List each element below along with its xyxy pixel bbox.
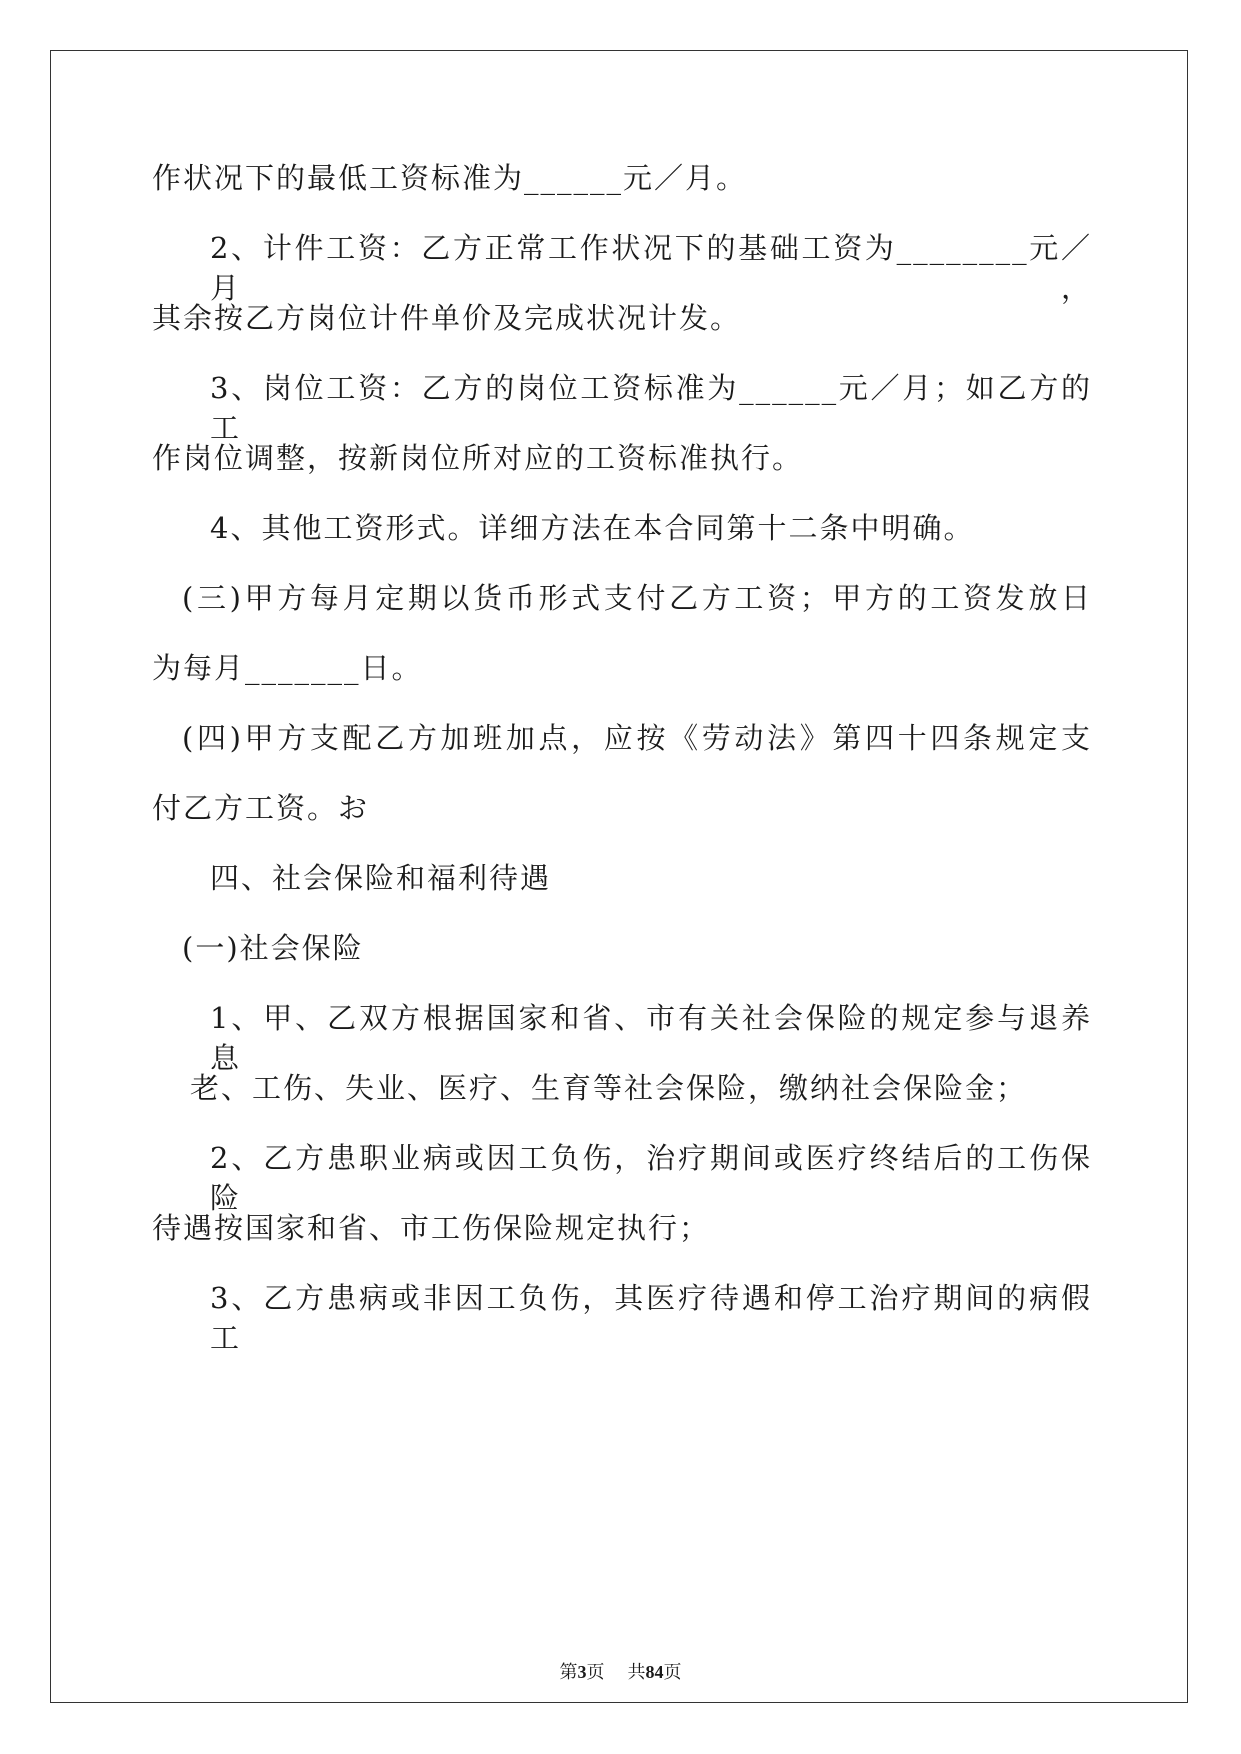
text-line: 3、乙方患病或非因工负伤，其医疗待遇和停工治疗期间的病假工	[210, 1281, 1092, 1355]
page-prefix: 第	[559, 1662, 578, 1683]
text-line: 作岗位调整，按新岗位所对应的工资标准执行。	[152, 441, 804, 475]
text-line: (一)社会保险	[182, 931, 364, 965]
text-line: 付乙方工资。お	[152, 791, 370, 825]
text-line: 1、甲、乙双方根据国家和省、市有关社会保险的规定参与退养息	[210, 1001, 1092, 1075]
page-unit: 页	[586, 1662, 605, 1683]
text-line: 其余按乙方岗位计件单价及完成状况计发。	[152, 301, 742, 335]
page-footer	[0, 1660, 1241, 1685]
text-line: 作状况下的最低工资标准为______元／月。	[152, 161, 748, 195]
text-line: 2、计件工资：乙方正常工作状况下的基础工资为________元／月，	[210, 231, 1092, 305]
total-unit: 页	[663, 1662, 682, 1683]
text-line: (四)甲方支配乙方加班加点，应按《劳动法》第四十四条规定支	[182, 721, 1092, 755]
text-line: 4、其他工资形式。详细方法在本合同第十二条中明确。	[210, 511, 975, 545]
text-line: (三)甲方每月定期以货币形式支付乙方工资；甲方的工资发放日	[182, 581, 1092, 615]
text-line: 为每月_______日。	[152, 651, 423, 685]
text-line: 3、岗位工资：乙方的岗位工资标准为______元／月；如乙方的工	[210, 371, 1092, 445]
text-line: 2、乙方患职业病或因工负伤，治疗期间或医疗终结后的工伤保险	[210, 1141, 1092, 1215]
page-number: 3	[577, 1662, 587, 1682]
text-line: 待遇按国家和省、市工伤保险规定执行；	[152, 1211, 711, 1245]
total-prefix: 共	[627, 1662, 646, 1683]
total-pages: 84	[645, 1662, 664, 1682]
text-line: 四、社会保险和福利待遇	[210, 861, 552, 895]
text-line: 老、工伤、失业、医疗、生育等社会保险，缴纳社会保险金；	[190, 1071, 1028, 1105]
